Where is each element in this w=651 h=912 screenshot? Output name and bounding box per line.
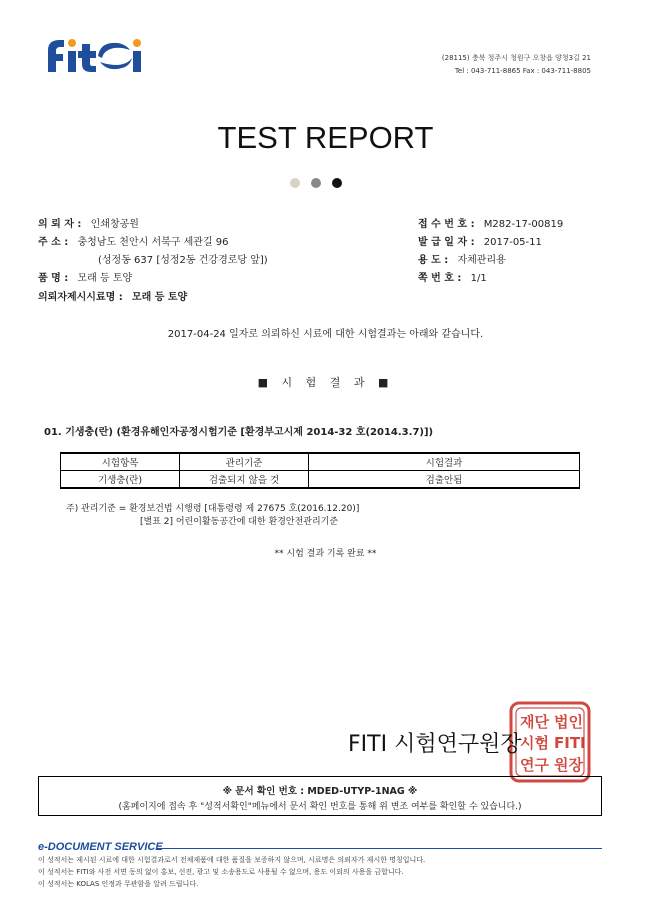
signature-text: FITI 시험연구원장 [348, 732, 522, 757]
receipt-value: M282-17-00819 [483, 219, 564, 230]
svg-text:원장: 원장 [554, 756, 583, 774]
test-title: 01. 기생충(란) (환경유해인자공정시험기준 [환경부고시제 2014-32 호(2014.3.7)]) [44, 427, 434, 438]
item-value: 모래 등 토양 [77, 273, 133, 284]
record-complete: ** 시험 결과 기록 완료 ** [274, 549, 377, 559]
footer-note-1: 이 성적서는 제시된 시료에 대한 시험결과로서 전체제품에 대한 품질을 보증하지 않으며, 시료명은 의뢰자가 제시한 명칭입니다. [38, 856, 426, 864]
svg-text:시험: 시험 [520, 734, 549, 752]
sample-label: 의뢰자제시시료명 : [38, 292, 123, 303]
table-header-row [61, 453, 580, 471]
purpose-value: 자체관리용 [457, 255, 506, 266]
page-row [418, 272, 487, 285]
purpose-label: 용 도 : [418, 255, 449, 266]
svg-text:법인: 법인 [554, 713, 583, 731]
dot-black [332, 178, 342, 188]
footer-note-3: 이 성적서는 KOLAS 인정과 무관함을 알려 드립니다. [38, 880, 199, 888]
table-row [61, 471, 580, 489]
receipt-row [418, 218, 563, 231]
item-row [38, 272, 132, 285]
results-table [60, 452, 580, 489]
page-value: 1/1 [470, 273, 487, 284]
address-label: 주 소 : [38, 237, 69, 248]
client-label: 의 뢰 자 : [38, 219, 82, 230]
purpose-row [418, 254, 506, 267]
dot-gray [311, 178, 321, 188]
cell-standard: 검출되지 않을 것 [180, 471, 309, 489]
issue-label: 발 급 일 자 : [418, 237, 475, 248]
decorative-dots [290, 178, 350, 190]
intro-text: 2017-04-24 일자로 의뢰하신 시료에 대한 시험결과는 아래와 같습니다. [167, 329, 484, 340]
receipt-label: 접 수 번 호 : [418, 219, 475, 230]
report-title: TEST REPORT [217, 120, 434, 155]
svg-text:연구: 연구 [520, 756, 549, 774]
header-standard: 관리기준 [180, 453, 309, 471]
e-document-service-label: e-DOCUMENT SERVICE [38, 841, 163, 853]
item-label: 품 명 : [38, 273, 69, 284]
issue-value: 2017-05-11 [483, 237, 542, 248]
sample-row [38, 291, 187, 304]
svg-text:재단: 재단 [520, 713, 549, 731]
note-line-1: 주) 관리기준 = 환경보건법 시행령 [대통령령 제 27675 호(2016.12.20)] [66, 504, 360, 514]
footer-divider [156, 848, 602, 849]
page-label: 쪽 번 호 : [418, 273, 462, 284]
client-value: 인쇄창공원 [90, 219, 139, 230]
note-line-2: [별표 2] 어린이활동공간에 대한 환경안전관리기준 [140, 517, 339, 527]
dot-light [290, 178, 300, 188]
company-contact: Tel : 043-711-8865 Fax : 043-711-8805 [454, 67, 591, 75]
client-row [38, 218, 139, 231]
header-item: 시험항목 [61, 453, 180, 471]
section-title: ■ 시 험 결 과 ■ [257, 376, 394, 389]
sample-value: 모래 등 토양 [131, 292, 188, 303]
verification-box [38, 776, 602, 816]
verification-instructions: (홈페이지에 접속 후 "성적서확인"메뉴에서 문서 확인 번호를 통해 위 변조 여부를 확인할 수 있습니다.) [118, 802, 522, 812]
verification-number: ※ 문서 확인 번호 : MDED-UTYP-1NAG ※ [222, 786, 418, 797]
address-value: 충청남도 천안시 서북구 세관길 96 [77, 237, 229, 248]
address-row [38, 236, 229, 249]
fiti-logo [38, 30, 142, 76]
footer-note-2: 이 성적서는 FITI와 사전 서면 동의 없이 홍보, 선전, 광고 및 소송용도로 사용될 수 없으며, 용도 이외의 사용을 금합니다. [38, 868, 404, 876]
header-result: 시험결과 [309, 453, 580, 471]
company-address-block [442, 52, 591, 78]
company-address: (28115) 충북 청주시 청원구 오창읍 양청3길 21 [441, 54, 591, 62]
issue-row [418, 236, 542, 249]
svg-text:FITI: FITI [554, 734, 586, 752]
cell-result: 검출안됨 [309, 471, 580, 489]
address-detail: (성정동 637 [성정2동 건강경로당 앞]) [98, 255, 268, 266]
cell-item: 기생충(란) [61, 471, 180, 489]
